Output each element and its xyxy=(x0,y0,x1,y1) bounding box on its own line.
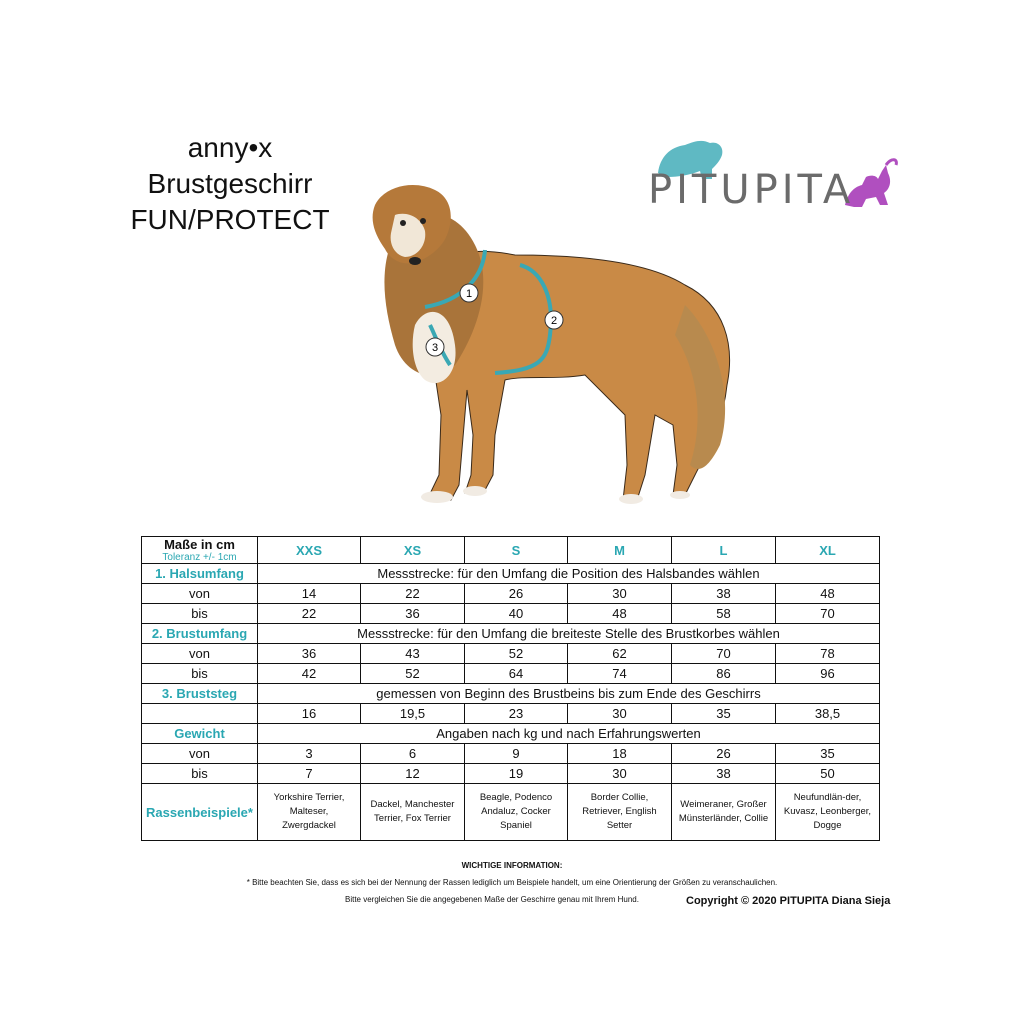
section-label: Gewicht xyxy=(142,724,258,744)
corner-tolerance: Toleranz +/- 1cm xyxy=(162,552,237,563)
breed-disclaimer: * Bitte beachten Sie, dass es sich bei der Nennung der Rassen lediglich um Beispiele handelt, um eine Orientierung der Größen zu veranschaulichen. xyxy=(246,878,778,887)
table-cell: 30 xyxy=(568,584,672,604)
table-cell: 64 xyxy=(465,664,568,684)
row-label: bis xyxy=(142,664,258,684)
title-line-2: Brustgeschirr xyxy=(147,168,313,199)
table-cell: 86 xyxy=(672,664,776,684)
table-cell: 36 xyxy=(361,604,465,624)
svg-text:2: 2 xyxy=(550,315,558,327)
logo-text: PITUPITA xyxy=(648,167,855,213)
table-row xyxy=(142,604,880,624)
row-label: von xyxy=(142,744,258,764)
breed-line: Dackel, Manchester xyxy=(370,799,455,810)
table-cell: 52 xyxy=(465,644,568,664)
table-cell: 40 xyxy=(465,604,568,624)
table-cell: 96 xyxy=(776,664,880,684)
important-info-heading: WICHTIGE INFORMATION: xyxy=(461,861,563,870)
row-label: von xyxy=(142,584,258,604)
table-cell: 35 xyxy=(672,704,776,724)
table-cell: 14 xyxy=(258,584,361,604)
breed-cell xyxy=(258,784,361,841)
breed-cell xyxy=(672,784,776,841)
table-cell: 38,5 xyxy=(776,704,880,724)
section-note: gemessen von Beginn des Brustbeins bis zum Ende des Geschirrs xyxy=(258,684,880,704)
table-cell: 35 xyxy=(776,744,880,764)
table-cell: 23 xyxy=(465,704,568,724)
table-cell: 30 xyxy=(568,764,672,784)
section-note: Angaben nach kg und nach Erfahrungswerten xyxy=(258,724,880,744)
breed-cell xyxy=(776,784,880,841)
section-row-halsumfang xyxy=(142,564,880,584)
breed-line: Border Collie, xyxy=(590,792,649,803)
table-cell: 58 xyxy=(672,604,776,624)
size-table xyxy=(141,536,880,841)
section-row-brustumfang xyxy=(142,624,880,644)
breed-line: Beagle, Podenco xyxy=(479,792,553,803)
table-cell: 7 xyxy=(258,764,361,784)
table-cell: 22 xyxy=(258,604,361,624)
size-header: M xyxy=(568,537,672,564)
size-header: XS xyxy=(361,537,465,564)
table-cell: 48 xyxy=(776,584,880,604)
svg-text:1: 1 xyxy=(465,288,473,300)
breed-cell xyxy=(568,784,672,841)
table-cell: 38 xyxy=(672,764,776,784)
breed-line: Spaniel xyxy=(500,820,532,831)
table-cell: 3 xyxy=(258,744,361,764)
table-cell: 6 xyxy=(361,744,465,764)
row-label: bis xyxy=(142,764,258,784)
table-cell: 22 xyxy=(361,584,465,604)
product-title xyxy=(120,130,340,238)
table-cell: 19 xyxy=(465,764,568,784)
breeds-label: Rassenbeispiele* xyxy=(142,784,258,841)
breed-line: Dogge xyxy=(813,820,842,831)
table-cell: 70 xyxy=(776,604,880,624)
table-row xyxy=(142,744,880,764)
table-cell: 30 xyxy=(568,704,672,724)
title-line-3: FUN/PROTECT xyxy=(130,204,330,235)
breed-cell xyxy=(465,784,568,841)
table-cell: 9 xyxy=(465,744,568,764)
table-row xyxy=(142,584,880,604)
breed-line: Terrier, Fox Terrier xyxy=(374,813,451,824)
table-cell: 62 xyxy=(568,644,672,664)
breed-line: Setter xyxy=(606,820,633,831)
section-note: Messstrecke: für den Umfang die breiteste Stelle des Brustkorbes wählen xyxy=(258,624,880,644)
table-cell: 50 xyxy=(776,764,880,784)
breed-line: Zwergdackel xyxy=(282,820,336,831)
table-cell: 19,5 xyxy=(361,704,465,724)
table-cell: 16 xyxy=(258,704,361,724)
table-row xyxy=(142,664,880,684)
row-label xyxy=(142,704,258,724)
compare-notice: Bitte vergleichen Sie die angegebenen Maße der Geschirre genau mit Ihrem Hund. xyxy=(345,895,639,904)
title-line-1: anny•x xyxy=(187,132,273,163)
table-cell: 12 xyxy=(361,764,465,784)
marker-1 xyxy=(460,284,478,302)
section-row-bruststeg xyxy=(142,684,880,704)
marker-2 xyxy=(545,311,563,329)
breed-line: Weimeraner, Großer xyxy=(680,799,767,810)
size-header: XL xyxy=(776,537,880,564)
dog-illustration xyxy=(355,175,745,510)
table-row xyxy=(142,764,880,784)
table-cell: 78 xyxy=(776,644,880,664)
marker-3 xyxy=(426,338,444,356)
size-header: XXS xyxy=(258,537,361,564)
table-cell: 74 xyxy=(568,664,672,684)
breed-line: Neufundlän-der, xyxy=(793,792,862,803)
table-cell: 52 xyxy=(361,664,465,684)
row-label: bis xyxy=(142,604,258,624)
size-header: L xyxy=(672,537,776,564)
breed-line: Andaluz, Cocker xyxy=(481,806,551,817)
corner-title: Maße in cm xyxy=(164,537,235,552)
table-corner xyxy=(142,537,258,564)
section-label: 1. Halsumfang xyxy=(142,564,258,584)
table-row xyxy=(142,644,880,664)
breed-line: Kuvasz, Leonberger, xyxy=(783,806,872,817)
svg-text:3: 3 xyxy=(431,342,439,354)
breeds-row xyxy=(142,784,880,841)
breed-line: Yorkshire Terrier, xyxy=(273,792,345,803)
breed-cell xyxy=(361,784,465,841)
table-cell: 42 xyxy=(258,664,361,684)
section-row-gewicht xyxy=(142,724,880,744)
copyright: Copyright © 2020 PITUPITA Diana Sieja xyxy=(686,895,891,907)
table-cell: 48 xyxy=(568,604,672,624)
section-note: Messstrecke: für den Umfang die Position des Halsbandes wählen xyxy=(258,564,880,584)
table-cell: 38 xyxy=(672,584,776,604)
row-label: von xyxy=(142,644,258,664)
size-header: S xyxy=(465,537,568,564)
section-label: 3. Bruststeg xyxy=(142,684,258,704)
table-cell: 43 xyxy=(361,644,465,664)
table-header-row xyxy=(142,537,880,564)
table-row xyxy=(142,704,880,724)
table-cell: 70 xyxy=(672,644,776,664)
breed-line: Malteser, xyxy=(289,806,329,817)
breed-line: Retriever, English xyxy=(582,806,657,817)
table-cell: 18 xyxy=(568,744,672,764)
table-cell: 26 xyxy=(465,584,568,604)
table-cell: 36 xyxy=(258,644,361,664)
table-cell: 26 xyxy=(672,744,776,764)
section-label: 2. Brustumfang xyxy=(142,624,258,644)
breed-line: Münsterländer, Collie xyxy=(678,813,769,824)
